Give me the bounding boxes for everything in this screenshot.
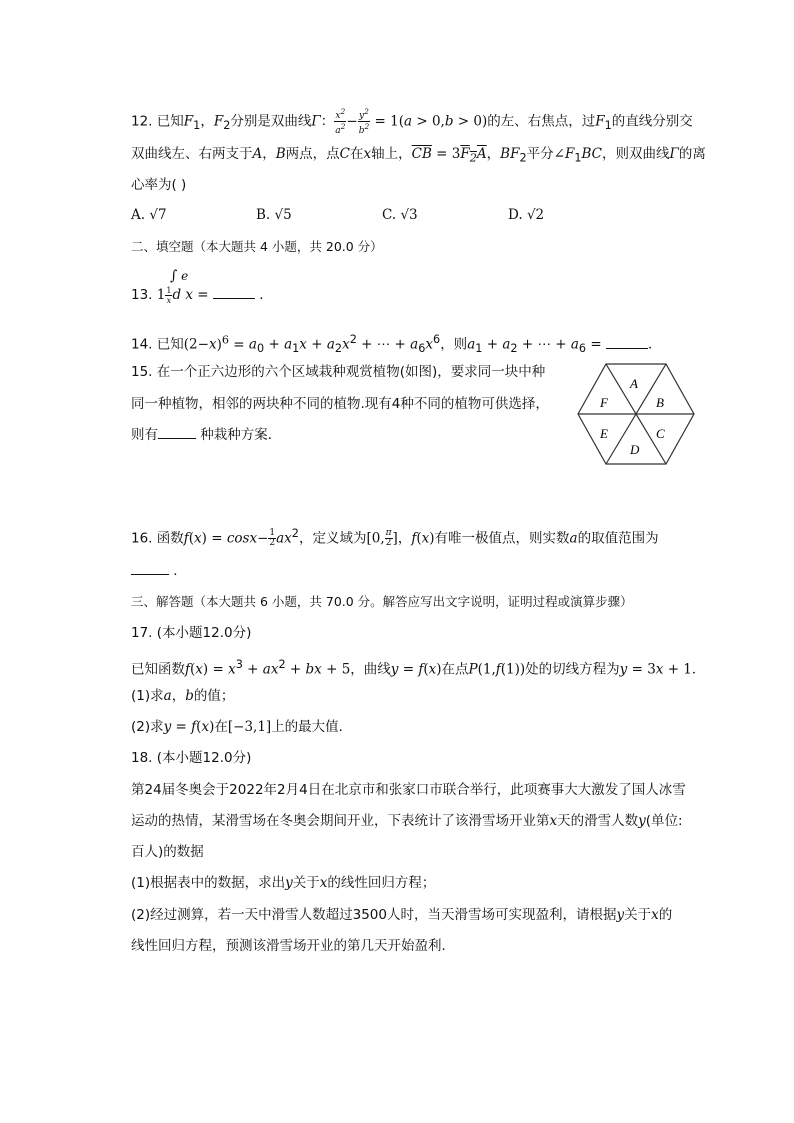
region-a-label: A bbox=[630, 376, 638, 391]
q12-option-c[interactable]: C. √3 bbox=[382, 207, 418, 223]
section-solution-title: 三、解答题（本大题共 6 小题，共 70.0 分。解答应写出文字说明，证明过程或演算步骤） bbox=[131, 594, 633, 609]
q18-sub1: (1)根据表中的数据，求出y关于x的线性回归方程； bbox=[131, 875, 436, 891]
q13-answer-blank[interactable] bbox=[213, 286, 255, 299]
region-e-label: E bbox=[600, 426, 608, 441]
q17-line1: 已知函数$f(x) = x^3 + ax^2$ + bx + 5，曲线y = f(x)在点P(1,f(1))处的切线方程为y = 3x + 1． bbox=[131, 658, 706, 678]
q16-line: 16. 函数f(x) = cosx− $\frac{1}{2}$ $ax^2$，定义域为[0, $\frac{\pi}{2}$ ]，f(x)有唯一极值点，则实数a的取值范围为 bbox=[131, 527, 659, 548]
q12-option-d[interactable]: D. √2 bbox=[508, 207, 545, 223]
q15-answer-blank[interactable] bbox=[158, 426, 196, 439]
q18-sub2: (2)经过测算，若一天中滑雪人数超过3500人时，当天滑雪场可实现盈利，请根据y关于x的 bbox=[131, 907, 673, 923]
q18-line-last: 线性回归方程，预测该滑雪场开业的第几天开始盈利． bbox=[131, 938, 455, 954]
q12-option-a[interactable]: A. √7 bbox=[131, 207, 167, 223]
region-d-label: D bbox=[630, 442, 640, 457]
q14-answer-blank[interactable] bbox=[606, 336, 648, 349]
q12-line3: 心率为( ) bbox=[131, 177, 187, 193]
q15-line2: 同一种植物，相邻的两块种不同的植物.现有4种不同的植物可供选择， bbox=[131, 396, 549, 412]
q13-line: 13. 1 $\frac{1}{x}$ d x = ． bbox=[131, 285, 273, 305]
q14-line: 14. 已知$(2-x)^6 = a_0 + a_1x + a_2x^2$ + ⋯ + $a_6x^6$，则$a_1 + a_2$ + ⋯ + $a_6$ = ． bbox=[131, 333, 662, 356]
q16-answer-line: ． bbox=[131, 561, 187, 581]
q18-line1: 第24届冬奥会于2022年2月4日在北京市和张家口市联合举行，此项赛事大大激发了国人冰雪 bbox=[131, 782, 686, 798]
q17-sub2: (2)求y = f(x)在[−3,1]上的最大值． bbox=[131, 719, 353, 735]
q18-line3: 百人)的数据 bbox=[131, 844, 204, 860]
q12-line2: 双曲线左、右两支于A，B两点，点C在x轴上，$\overline{CB} = 3F_2A$，$BF_2$平分$\angle F_1BC$，则双曲线Γ的离 bbox=[131, 146, 706, 165]
section-fill-in-title: 二、填空题（本大题共 4 小题，共 20.0 分） bbox=[131, 239, 383, 254]
q17-header: 17. (本小题12.0分) bbox=[131, 625, 252, 641]
q18-line2: 运动的热情，某滑雪场在冬奥会期间开业，下表统计了该滑雪场开业第x天的滑雪人数y(单位: bbox=[131, 813, 683, 829]
q15-line1: 15. 在一个正六边形的六个区域栽种观赏植物(如图)，要求同一块中种 bbox=[131, 364, 546, 380]
region-b-label: B bbox=[656, 395, 664, 410]
q12-option-b[interactable]: B. √5 bbox=[256, 207, 292, 223]
q18-header: 18. (本小题12.0分) bbox=[131, 750, 252, 766]
q12-line1: 12. 已知$F_1$，$F_2$分别是双曲线Γ： $\frac{x^2}{a^2}$ − $\frac{y^2}{b^2}$ = 1(a > 0,b > 0)的左、右焦点，过$F_1$的直线分别交 bbox=[131, 107, 693, 136]
region-f-label: F bbox=[600, 395, 608, 410]
q17-sub1: (1)求a，b的值； bbox=[131, 688, 235, 704]
region-c-label: C bbox=[656, 426, 665, 441]
q13-integral-sign: ∫ e bbox=[170, 268, 189, 284]
hexagon-figure bbox=[576, 362, 696, 467]
q15-line3: 则有 种栽种方案． bbox=[131, 427, 282, 443]
q16-answer-blank[interactable] bbox=[131, 562, 169, 575]
